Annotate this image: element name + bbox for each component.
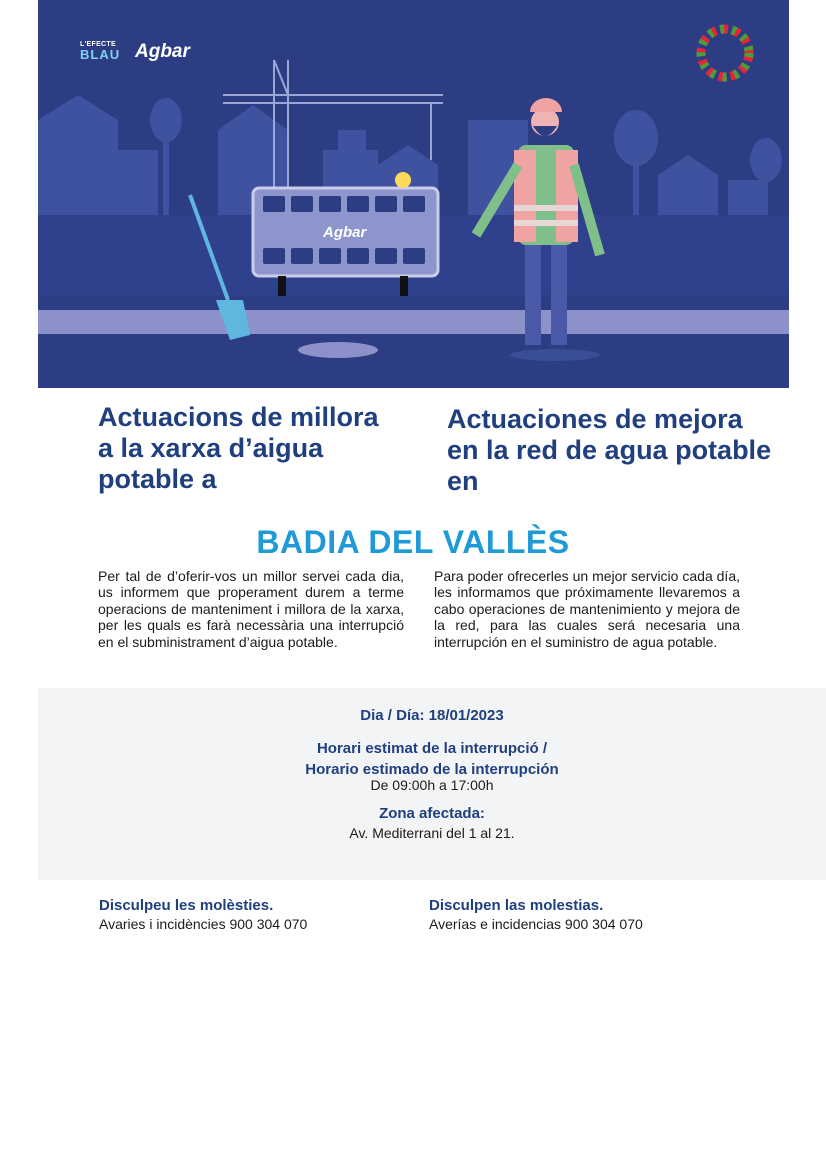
title-spanish: Actuaciones de mejora en la red de agua potable en [447, 404, 772, 496]
apology-spanish: Disculpen las molestias. [429, 897, 604, 914]
sdg-wheel-icon [701, 29, 749, 77]
zone-value: Av. Mediterrani del 1 al 21. [349, 825, 515, 841]
zone-label: Zona afectada: [379, 805, 485, 822]
apology-catalan: Disculpeu les molèsties. [99, 897, 274, 914]
hero-illustration [38, 0, 789, 388]
title-catalan: Actuacions de millora a la xarxa d’aigua potable a [98, 402, 379, 494]
interruption-date: Dia / Día: 18/01/2023 [360, 707, 504, 724]
intro-catalan: Per tal de d’oferir-vos un millor servei cada dia, us informem que properament durem a terme operacions de manteniment i millora de la xarxa, per les quals es farà necessària una interrupció en el subministrament d’aigua potable. [98, 568, 404, 650]
footer-spanish [429, 897, 643, 933]
hours-label-catalan: Horari estimat de la interrupció / [316, 740, 548, 757]
hours-label [38, 738, 826, 780]
hours-label-spanish: Horario estimado de la interrupción [305, 761, 559, 778]
contact-spanish: Averías e incidencias 900 304 070 [429, 916, 643, 932]
sign-logo-text: Agbar [323, 224, 367, 241]
efecte-blau-logo: L'EFECTE BLAU [80, 41, 121, 62]
intro-spanish: Para poder ofrecerles un mejor servicio cada día, les informamos que próximamente llevaremos a cabo operaciones de mantenimiento y mejora de la red, para las cuales será necesaria una interrupción en el suministro de agua potable. [434, 568, 740, 650]
hours-value: De 09:00h a 17:00h [370, 777, 494, 793]
interruption-info-panel [38, 688, 826, 880]
agbar-logo: Agbar [135, 41, 190, 62]
town-name: BADIA DEL VALLÈS [256, 524, 570, 560]
contact-catalan: Avaries i incidències 900 304 070 [99, 916, 308, 932]
footer-catalan [99, 897, 307, 933]
